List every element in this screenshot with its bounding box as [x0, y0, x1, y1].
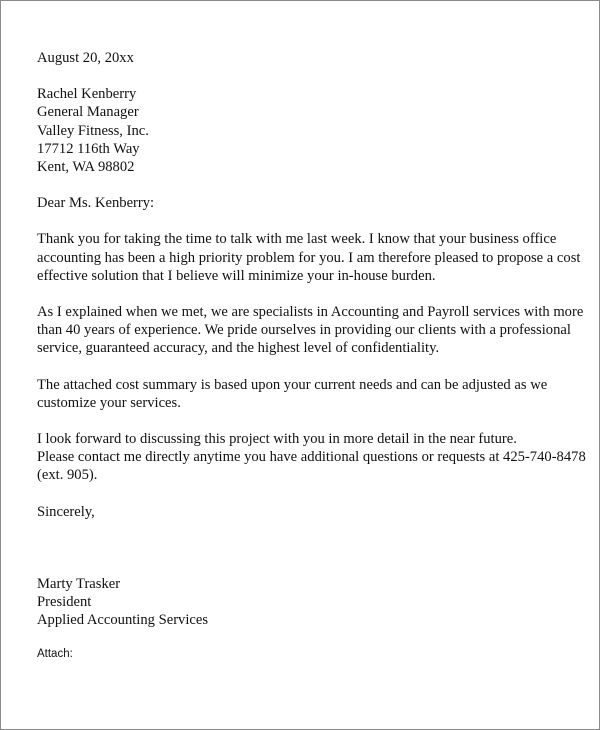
paragraph-line: than 40 years of experience. We pride ourselves in providing our clients with a professional	[37, 322, 571, 339]
paragraph-cost-summary	[37, 376, 577, 412]
recipient-title: General Manager	[37, 104, 139, 121]
paragraph-line: (ext. 905).	[37, 467, 98, 484]
sender-company: Applied Accounting Services	[37, 612, 209, 629]
letter-body	[37, 49, 586, 661]
paragraph-line: I look forward to discussing this project with you in more detail in the near future.	[37, 431, 517, 448]
recipient-address	[37, 85, 577, 176]
paragraph-line: accounting has been a high priority problem for you. I am therefore pleased to propose a cost	[37, 249, 581, 266]
sender-name: Marty Trasker	[37, 575, 121, 592]
paragraph-line: customize your services.	[37, 394, 181, 411]
letter-date: August 20, 20xx	[37, 50, 134, 66]
paragraph-contact	[37, 430, 586, 485]
paragraph-line: As I explained when we met, we are specialists in Accounting and Payroll services with more	[37, 304, 584, 321]
closing: Sincerely,	[37, 503, 95, 520]
recipient-street: 17712 116th Way	[37, 140, 140, 157]
paragraph-introduction	[37, 230, 581, 285]
salutation: Dear Ms. Kenberry:	[37, 195, 155, 212]
paragraph-line: Please contact me directly anytime you have additional questions or requests at 425-740-8478	[37, 449, 586, 466]
recipient-city-state-zip: Kent, WA 98802	[37, 159, 135, 176]
attachment-label: Attach:	[37, 648, 73, 661]
recipient-name: Rachel Kenberry	[37, 86, 137, 103]
closing-block	[37, 503, 577, 521]
sender-title: President	[37, 594, 92, 611]
paragraph-line: Thank you for taking the time to talk with me last week. I know that your business office	[37, 231, 557, 248]
salutation-block	[37, 194, 577, 212]
paragraph-line: The attached cost summary is based upon your current needs and can be adjusted as we	[37, 376, 548, 393]
paragraph-line: effective solution that I believe will minimize your in-house burden.	[37, 267, 436, 284]
paragraph-experience	[37, 303, 584, 358]
letter-date-block	[37, 49, 577, 67]
paragraph-line: service, guaranteed accuracy, and the highest level of confidentiality.	[37, 340, 440, 357]
sender-signature-block	[37, 575, 577, 630]
recipient-company: Valley Fitness, Inc.	[37, 122, 149, 139]
